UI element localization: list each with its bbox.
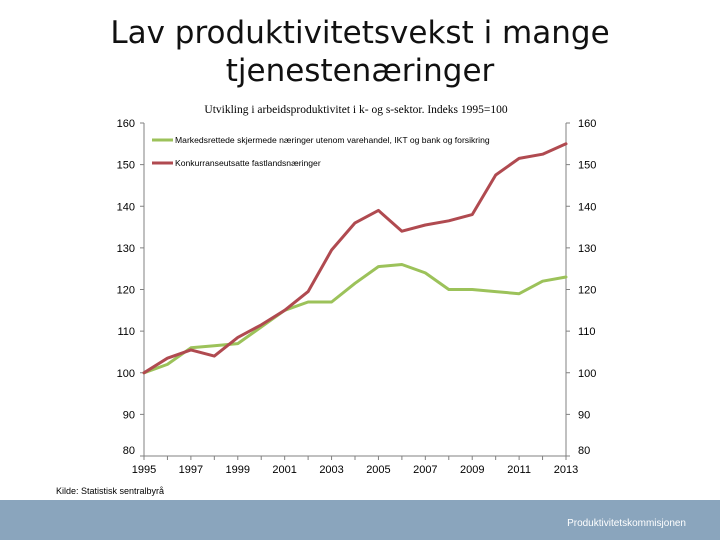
x-tick-label: 1999 [225,464,251,476]
x-tick-label: 1997 [178,464,204,476]
y-tick-label-left: 90 [122,409,135,422]
series-line-konkurranseutsatte [144,144,566,373]
y-tick-label-left: 130 [116,242,135,255]
chart-legend [152,135,490,168]
y-tick-label-right: 100 [578,367,597,380]
x-tick-label: 2009 [459,464,485,476]
chart-title: Utvikling i arbeidsproduktivitet i k- og s-sektor. Indeks 1995=100 [204,104,508,116]
y-tick-label-right: 150 [578,159,597,172]
x-tick-label: 2007 [413,464,438,476]
y-tick-label-left: 100 [116,367,135,380]
x-tick-label: 2005 [366,464,391,476]
y-tick-label-right: 110 [578,326,596,339]
slide-title-line-1: Lav produktivitetsvekst i mange [110,15,610,51]
y-tick-label-left: 110 [117,326,135,339]
legend-label: Markedsrettede skjermede næringer utenom varehandel, IKT og bank og forsikring [175,135,490,145]
y-tick-label-right: 140 [578,201,597,214]
legend-label: Konkurranseutsatte fastlandsnæringer [175,158,321,168]
y-tick-label-right: 160 [578,118,597,130]
series-line-skjermede [144,265,566,373]
y-tick-label-right: 120 [578,284,597,297]
source-note: Kilde: Statistisk sentralbyrå [56,486,165,496]
y-tick-label-right: 80 [578,445,591,457]
footer-band [0,500,720,540]
chart-axes [117,118,597,476]
y-tick-label-left: 150 [116,159,135,172]
y-tick-label-left: 80 [122,445,135,457]
slide-title-line-2: tjenestenæringer [225,53,495,89]
x-tick-label: 1995 [131,464,157,476]
chart-series [144,144,566,373]
y-tick-label-left: 140 [116,201,135,214]
y-tick-label-right: 130 [578,242,597,255]
y-tick-label-right: 90 [578,409,591,422]
x-tick-label: 2013 [553,464,579,476]
x-tick-label: 2011 [507,464,531,476]
x-tick-label: 2001 [272,464,297,476]
x-tick-label: 2003 [319,464,344,476]
y-tick-label-left: 160 [116,118,135,130]
y-tick-label-left: 120 [116,284,135,297]
footer-brand: Produktivitetskommisjonen [567,518,686,529]
